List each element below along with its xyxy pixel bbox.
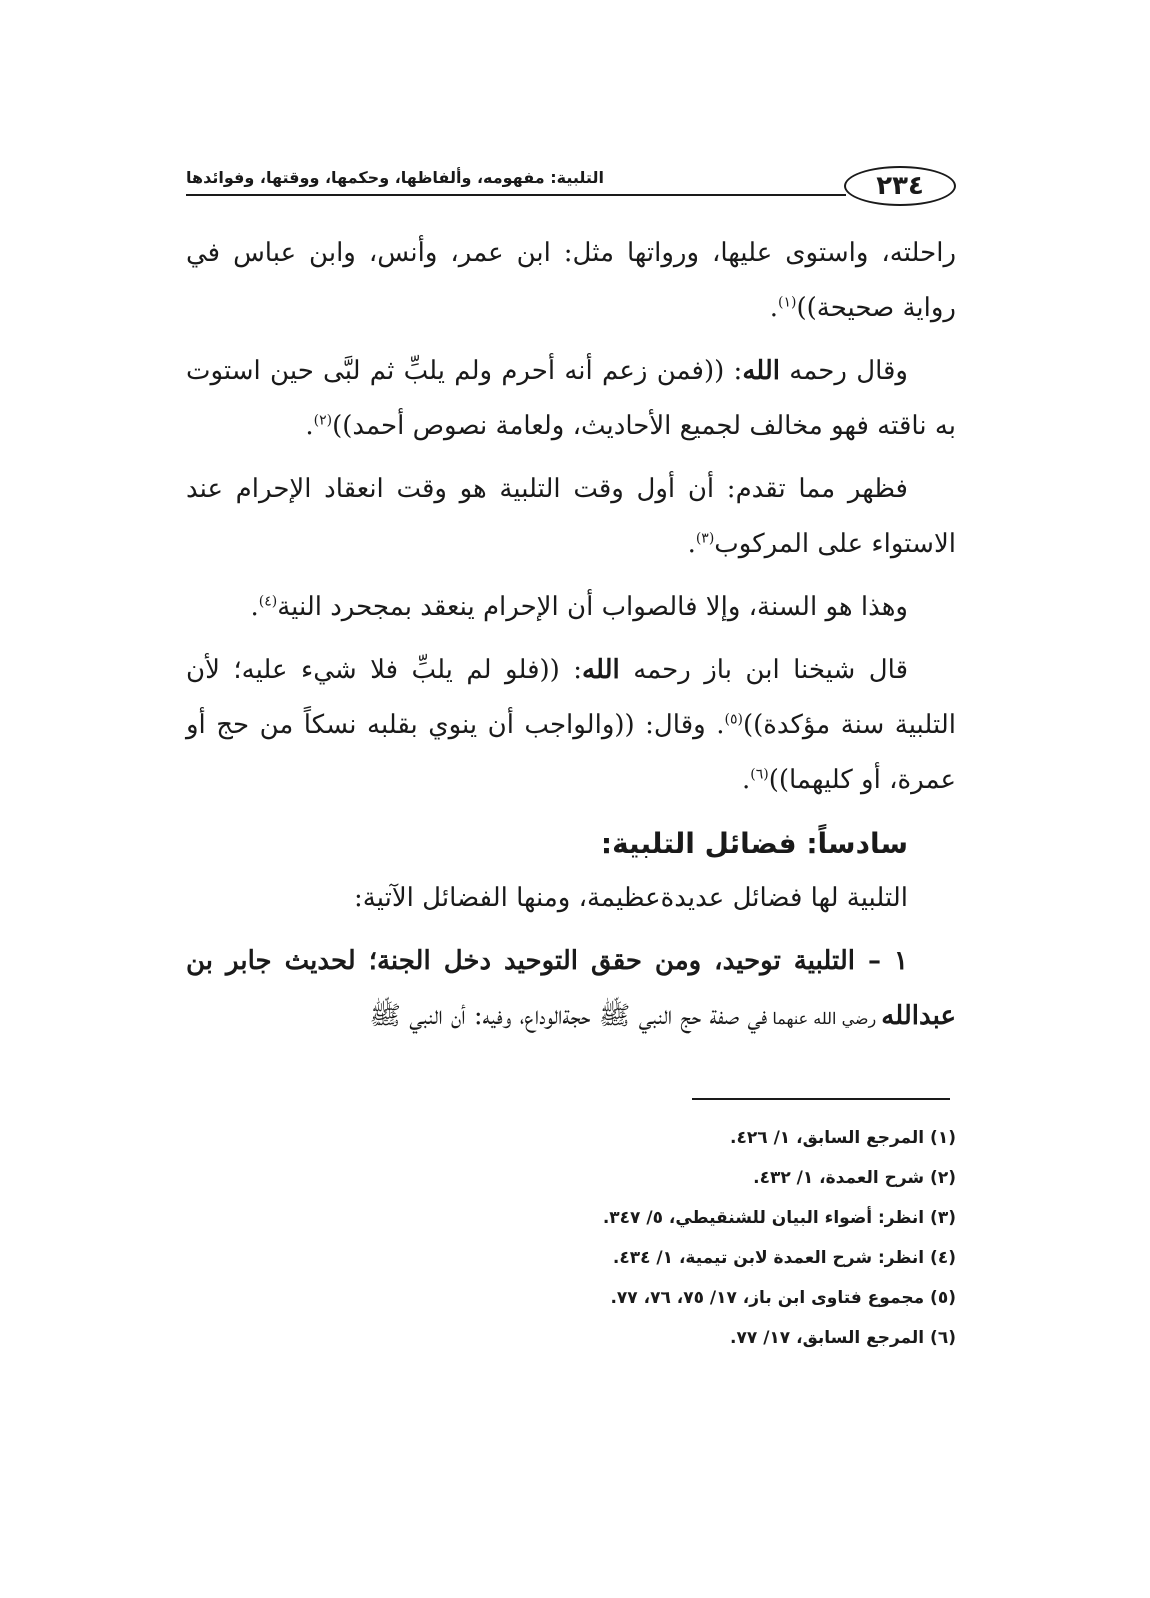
section-heading: سادساً: فضائل التلبية: — [600, 827, 908, 860]
paragraph-7 — [186, 934, 956, 1046]
paragraph-5-lead: قال شيخنا ابن باز رحمه — [619, 655, 909, 685]
paragraph-4-end: . — [250, 592, 259, 622]
honorific-text: رضي الله عنهما — [767, 1009, 882, 1028]
paragraph-3-text: فظهر مما تقدم: أن أول وقت التلبية هو وقت انعقاد الإحرام عند الاستواء على المركوب — [186, 474, 956, 559]
paragraph-5-text-a: : ((فلو لم يلبِّ فلا شيء عليه؛ لأن التلبية سنة مؤكدة)) — [186, 655, 956, 740]
paragraph-1 — [186, 226, 956, 336]
paragraph-3 — [186, 462, 956, 572]
footnote-1: (١) المرجع السابق، ١/ ٤٢٦. — [730, 1128, 956, 1148]
paragraph-6 — [186, 871, 956, 926]
footnote-ref-4[interactable]: (٤) — [258, 593, 278, 610]
paragraph-5-end: . — [741, 765, 751, 795]
paragraph-2-end: . — [305, 411, 314, 441]
running-title: التلبية: مفهومه، وألفاظها، وحكمها، ووقتها، وفوائدها — [186, 168, 604, 187]
footnote-ref-2[interactable]: (٢) — [313, 412, 333, 429]
paragraph-2-allah: الله — [742, 356, 781, 386]
paragraph-4-text: وهذا هو السنة، وإلا فالصواب أن الإحرام ينعقد بمجحرد النية — [277, 592, 908, 622]
paragraph-5-allah: الله — [582, 655, 620, 685]
footnote-ref-3[interactable]: (٣) — [695, 530, 715, 547]
footnote-3: (٣) انظر: أضواء البيان للشنقيطي، ٥/ ٣٤٧. — [602, 1208, 956, 1228]
footnote-4: (٤) انظر: شرح العمدة لابن تيمية، ١/ ٤٣٤. — [612, 1248, 956, 1268]
footnote-rule — [692, 1098, 950, 1100]
paragraph-1-end: . — [769, 293, 779, 323]
page-header — [186, 166, 956, 210]
paragraph-4 — [186, 580, 956, 635]
paragraph-7-text: في صفة حج النبي ﷺ حجةالوداع، وفيه: أن النبي ﷺ — [369, 1001, 768, 1031]
paragraph-5 — [186, 643, 956, 808]
paragraph-2 — [186, 344, 956, 454]
header-rule — [186, 194, 846, 196]
paragraph-1-text: راحلته، واستوى عليها، ورواتها مثل: ابن عمر، وأنس، وابن عباس في رواية صحيحة)) — [186, 238, 956, 323]
footnote-ref-1[interactable]: (١) — [778, 294, 797, 311]
footnote-ref-6[interactable]: (٦) — [750, 766, 769, 783]
paragraph-6-text: التلبية لها فضائل عديدةعظيمة، ومنها الفضائل الآتية: — [354, 883, 908, 913]
footnote-ref-5[interactable]: (٥) — [724, 711, 743, 728]
paragraph-2-text: : ((فمن زعم أنه أحرم ولم يلبِّ ثم لبَّى حين استوت به ناقته فهو مخالف لجميع الأحاديث، ولعامة نصوص أحمد)) — [186, 356, 956, 441]
paragraph-7-bold: ١ – التلبية توحيد، ومن حقق التوحيد دخل الجنة؛ لحديث جابر بن عبدالله — [186, 946, 956, 1031]
paragraph-3-end: . — [687, 529, 696, 559]
paragraph-5-text-b: . وقال: ((والواجب أن ينوي بقلبه نسكاً من حج أو عمرة، أو كليهما)) — [186, 710, 956, 795]
footnote-5: (٥) مجموع فتاوى ابن باز، ١٧/ ٧٥، ٧٦، ٧٧. — [610, 1288, 956, 1308]
footnote-2: (٢) شرح العمدة، ١/ ٤٣٢. — [753, 1168, 956, 1188]
footnotes — [186, 1118, 956, 1358]
main-text — [186, 226, 956, 1054]
footnote-6: (٦) المرجع السابق، ١٧/ ٧٧. — [730, 1328, 956, 1348]
page-number-badge: ٢٣٤ — [844, 166, 956, 206]
paragraph-2-lead: وقال رحمه — [780, 356, 908, 386]
